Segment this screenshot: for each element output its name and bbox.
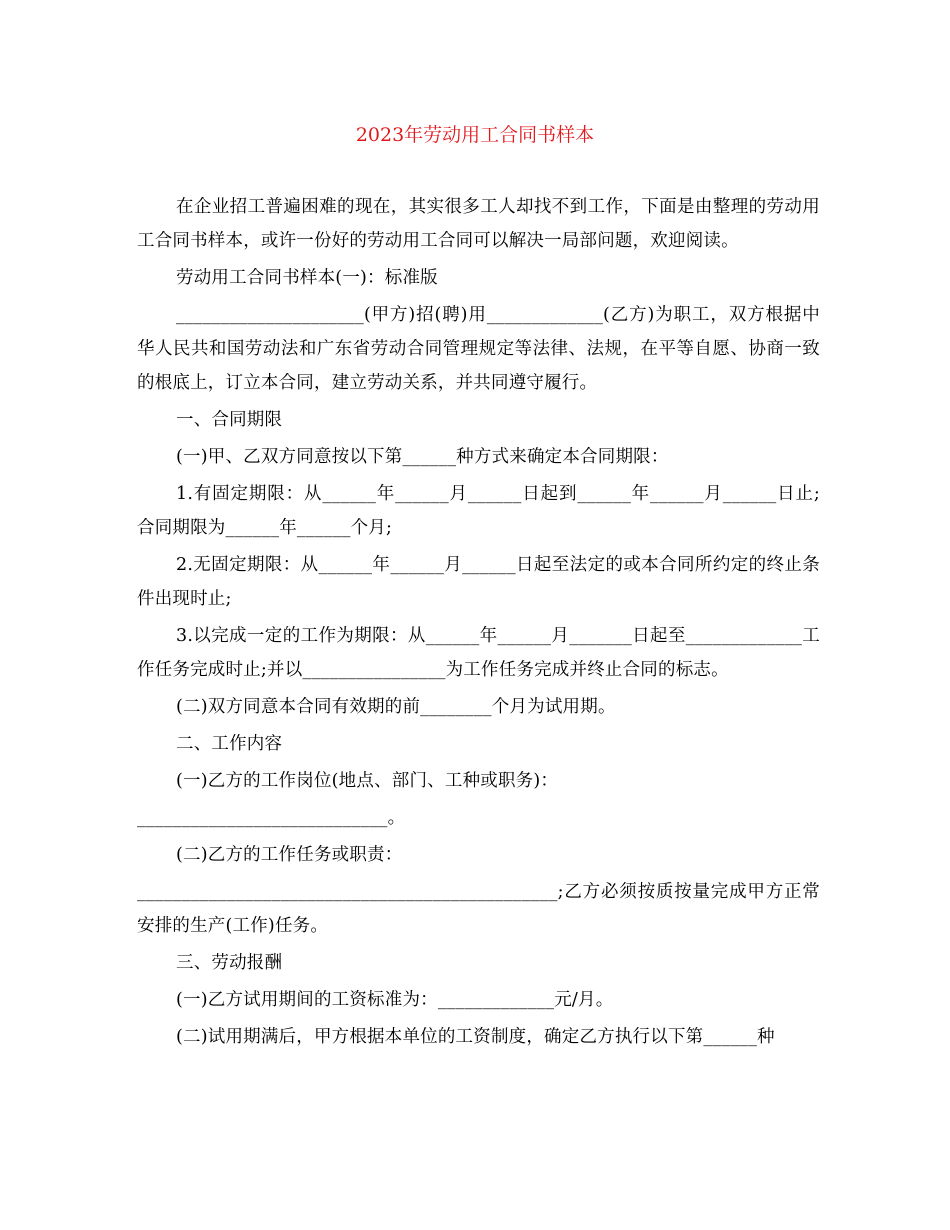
document-title: 2023年劳动用工合同书样本	[355, 124, 595, 146]
term-option-3: 3.以完成一定的工作为期限：从______年______月_______日起至_____________工作任务完成时止;并以________________为工作任务完成并终止合同的标志。	[137, 626, 820, 680]
parties-paragraph: _____________________(甲方)招(聘)用_____________(乙方)为职工，双方根据中华人民共和国劳动法和广东省劳动合同管理规定等法律、法规，在平等自愿、协商一致的根底上，订立本合同，建立劳动关系，并共同遵守履行。	[137, 305, 820, 393]
section-heading-pay: 三、劳动报酬	[176, 953, 283, 973]
term-option-1: 1.有固定期限：从______年______月______日起到______年______月______日止;合同期限为______年______个月;	[137, 484, 820, 538]
work-duties-blank: _______________________________________________;乙方必须按质按量完成甲方正常安排的生产(工作)任务。	[137, 882, 820, 936]
work-position-clause: (一)乙方的工作岗位(地点、部门、工种或职务)：	[176, 771, 559, 791]
probation-pay-clause: (一)乙方试用期间的工资标准为：_____________元/月。	[176, 990, 614, 1010]
section-heading-work: 二、工作内容	[176, 734, 283, 754]
post-probation-pay-clause: (二)试用期满后，甲方根据本单位的工资制度，确定乙方执行以下第______种	[176, 1027, 775, 1047]
sample-heading: 劳动用工合同书样本(一)：标准版	[176, 268, 438, 288]
document-body	[137, 190, 820, 1057]
work-position-blank: ____________________________。	[137, 808, 406, 828]
intro-paragraph: 在企业招工普遍困难的现在，其实很多工人却找不到工作，下面是由整理的劳动用工合同书样本，或许一份好的劳动用工合同可以解决一局部问题，欢迎阅读。	[137, 197, 820, 251]
work-duties-clause: (二)乙方的工作任务或职责：	[176, 845, 403, 865]
section-heading-term: 一、合同期限	[176, 410, 283, 430]
term-clause-1: (一)甲、乙双方同意按以下第______种方式来确定本合同期限：	[176, 447, 669, 467]
term-option-2: 2.无固定期限：从______年______月______日起至法定的或本合同所约定的终止条件出现时止;	[137, 555, 820, 609]
probation-clause: (二)双方同意本合同有效期的前________个月为试用期。	[176, 697, 616, 717]
